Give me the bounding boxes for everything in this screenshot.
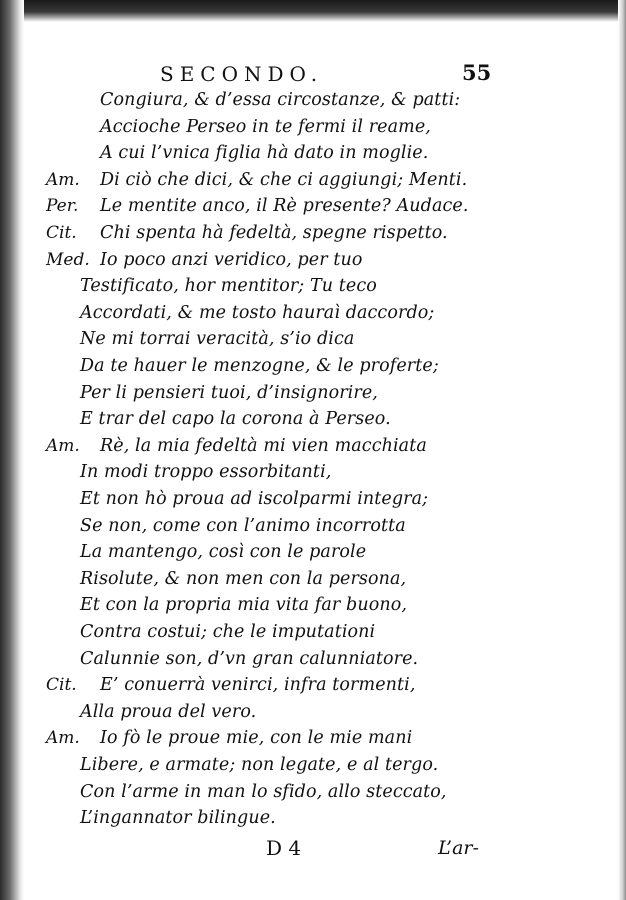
verse-line: [0, 223, 600, 249]
verse-line: [0, 569, 600, 595]
running-title: SECONDO.: [160, 62, 324, 86]
verse-text: Testificato, hor mentitor; Tu teco: [80, 276, 377, 297]
verse-line: [0, 728, 600, 754]
verse-text: E trar del capo la corona à Perseo.: [80, 409, 391, 430]
verse-line: [0, 649, 600, 675]
verse-line: [0, 755, 600, 781]
verse-line: [0, 170, 600, 196]
verse-text: Chi spenta hà fedeltà, spegne rispetto.: [100, 223, 448, 243]
verse-text: Le mentite anco, il Rè presente? Audace.: [100, 196, 469, 217]
verse-line: [0, 117, 600, 143]
verse-text: A cui l’vnica figlia hà dato in moglie.: [100, 143, 429, 164]
verse-line: [0, 250, 600, 276]
verse-text: In modi troppo essorbitanti,: [80, 462, 332, 483]
verse-line: [0, 702, 600, 728]
speaker-name: Cit.: [46, 223, 77, 243]
verse-line: [0, 409, 600, 435]
verse-text: Alla proua del vero.: [80, 701, 257, 722]
verse-line: [0, 808, 600, 834]
verse-line: [0, 489, 600, 515]
verse-text: Da te hauer le menzogne, & le proferte;: [80, 356, 439, 376]
verse-text: Con l’arme in man lo sfido, allo steccato,: [80, 781, 447, 802]
speaker-name: Am.: [46, 728, 80, 749]
verse-line: [0, 143, 600, 169]
speaker-name: Med.: [46, 249, 90, 270]
verse-text: E’ conuerrà venirci, infra tormenti,: [100, 675, 416, 696]
page-number: 55: [462, 60, 492, 85]
verse-text: Libere, e armate; non legate, e al tergo.: [80, 755, 439, 775]
verse-line: [0, 303, 600, 329]
verse-text: Di ciò che dici, & che ci aggiungi; Menti.: [100, 169, 468, 190]
verse-text: Et non hò proua ad iscolparmi integra;: [80, 489, 429, 509]
speaker-name: Am.: [46, 435, 80, 456]
verse-line: [0, 436, 600, 462]
verse-text: Contra costui; che le imputationi: [80, 622, 376, 642]
verse-line: [0, 356, 600, 382]
verse-text: Calunnie son, d’vn gran calunniatore.: [80, 648, 419, 669]
verse-line: [0, 516, 600, 542]
verse-text: Risolute, & non men con la persona,: [80, 568, 407, 589]
speaker-name: Am.: [46, 169, 80, 190]
verse-text: Ne mi torrai veracità, s’io dica: [80, 329, 355, 350]
verse-line: [0, 462, 600, 488]
verse-text: Se non, come con l’animo incorrotta: [80, 515, 406, 536]
verse-text: Rè, la mia fedeltà mi vien macchiata: [100, 435, 427, 456]
verse-line: [0, 542, 600, 568]
verse-line: [0, 196, 600, 222]
verse-line: [0, 383, 600, 409]
speaker-name: Cit.: [46, 675, 77, 696]
verse-line: [0, 595, 600, 621]
speaker-name: Per.: [46, 196, 79, 217]
verse-text: Accioche Perseo in te fermi il reame,: [100, 116, 431, 137]
verse-text: La mantengo, così con le parole: [80, 542, 367, 563]
verse-text: Et con la propria mia vita far buono,: [80, 595, 408, 616]
catchword: L’ar-: [438, 837, 479, 859]
verse-text: Congiura, & d’essa circostanze, & patti:: [100, 90, 461, 110]
verse-line: [0, 90, 600, 116]
verse-line: [0, 329, 600, 355]
verse-line: [0, 782, 600, 808]
signature-mark: D 4: [266, 836, 302, 860]
verse-line: [0, 276, 600, 302]
verse-text: Io poco anzi veridico, per tuo: [100, 249, 363, 270]
verse-line: [0, 675, 600, 701]
verse-text: L’ingannator bilingue.: [80, 808, 276, 829]
verse-text: Accordati, & me tosto hauraì daccordo;: [80, 302, 435, 323]
verse-line: [0, 622, 600, 648]
verse-text: Io fò le proue mie, con le mie mani: [100, 728, 413, 749]
verse-text: Per li pensieri tuoi, d’insignorire,: [80, 382, 378, 403]
